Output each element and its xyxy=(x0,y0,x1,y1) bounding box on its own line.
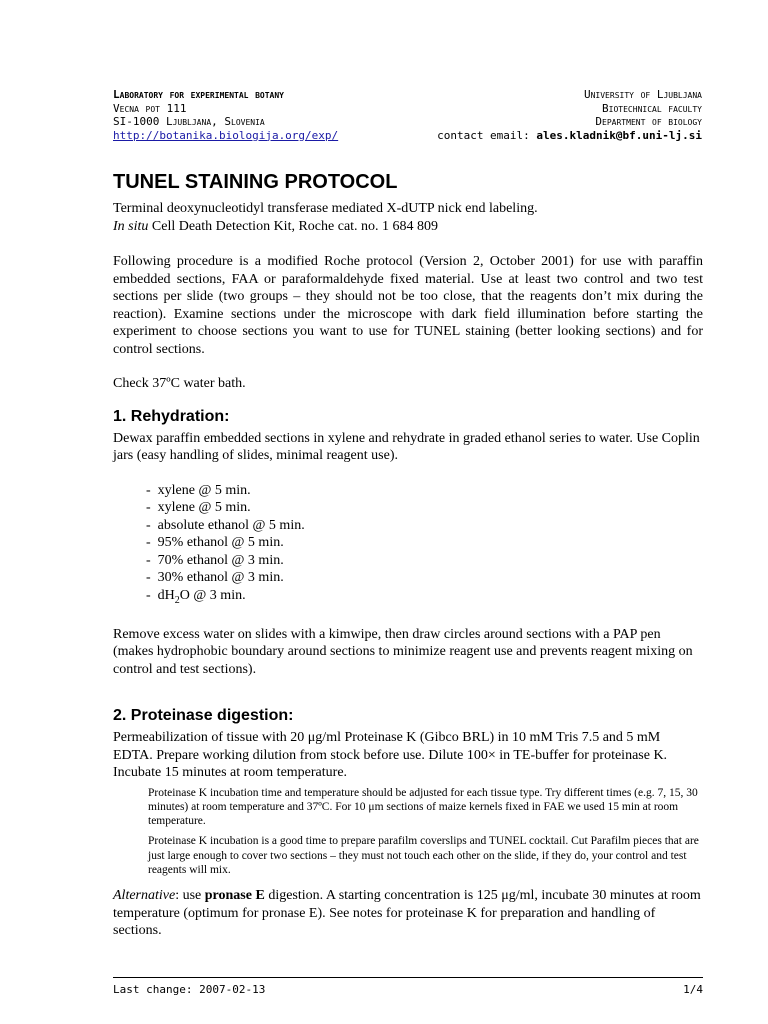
intro-paragraph: Following procedure is a modified Roche protocol (Version 2, October 2001) for use with paraffin embedded sections, FAA or paraformaldehyde fixed material. Use at least two control and two test sections per slide (two groups – they should not be too close, that the reagents don’t mix during the reaction). Examine sections under the microscope with dark field illumination before starting the experiment to choose sections you want to use for TUNEL staining (better looking sections) and for control sections. xyxy=(113,254,703,357)
lab-website-link[interactable]: http://botanika.biologija.org/exp/ xyxy=(113,128,339,142)
section-1-heading: 1. Rehydration: xyxy=(113,407,230,425)
alternative-paragraph xyxy=(113,887,703,940)
letterhead-row-1 xyxy=(113,88,702,102)
contact-label: contact email: xyxy=(437,128,537,142)
note-2: Proteinase K incubation is a good time to prepare parafilm coverslips and TUNEL cocktail. Cut Parafilm pieces that are just large enough to cover two sections – they must not touch each other on the slide, if they do, your control and test reagents will mix. xyxy=(148,835,699,876)
step-item: - xylene @ 5 min. xyxy=(146,482,703,500)
step-dh-text: dH xyxy=(157,587,175,603)
rehydration-steps xyxy=(113,482,703,609)
step-item: - xylene @ 5 min. xyxy=(146,499,703,517)
footer-divider xyxy=(113,977,703,978)
section-1-text: Dewax paraffin embedded sections in xylene and rehydrate in graded ethanol series to water. Use Coplin jars (easy handling of slides, minimal reagent use). xyxy=(113,430,700,463)
alternative-label: Alternative xyxy=(113,888,176,904)
contact-email[interactable]: ales.kladnik@bf.uni-lj.si xyxy=(536,128,702,142)
step-item: - absolute ethanol @ 5 min. xyxy=(146,517,703,535)
check-paragraph: Check 37ºC water bath. xyxy=(113,376,246,391)
letterhead-row-4 xyxy=(113,129,702,143)
university-name: University of Ljubljana xyxy=(583,88,702,101)
letterhead-row-2 xyxy=(113,102,702,116)
step-item: - 70% ethanol @ 3 min. xyxy=(146,552,703,570)
section-1-after: Remove excess water on slides with a kimwipe, then draw circles around sections with a PAP pen (makes hydrophobic boundary around sections to minimize reagent use and prevents reagent mixing on control and test sections). xyxy=(113,626,693,677)
department-name: Department of biology xyxy=(595,115,702,128)
lab-street: Vecna pot 111 xyxy=(113,101,187,115)
page-footer xyxy=(113,983,703,996)
note-1: Proteinase K incubation time and temperature should be adjusted for each tissue type. Try different times (e.g. 7, 15, 30 minutes) at room temperature and 37ºC. For 10 μm sections of maize kernels fixed in FAE we used 15 min at room temperature. xyxy=(148,786,698,828)
letterhead xyxy=(113,88,702,142)
document-title: TUNEL STAINING PROTOCOL xyxy=(113,171,398,193)
subtitle-line-1: Terminal deoxynucleotidyl transferase mediated X-dUTP nick end labeling. xyxy=(113,201,538,216)
subtitle-rest: Cell Death Detection Kit, Roche cat. no. 1 684 809 xyxy=(148,218,439,234)
lab-city: SI-1000 Ljubljana, Slovenia xyxy=(113,115,265,128)
alternative-text-a: : use xyxy=(175,888,205,904)
alternative-bold: pronase E xyxy=(204,888,265,904)
step-item: - 30% ethanol @ 3 min. xyxy=(146,569,703,587)
step-o-text: O @ 3 min. xyxy=(179,587,246,603)
section-2-text: Permeabilization of tissue with 20 μg/ml Proteinase K (Gibco BRL) in 10 mM Tris 7.5 and 5 mM EDTA. Prepare working dilution from stock before use. Dilute 100× in TE-buffer for proteinase K. Incubate 15 minutes at room temperature. xyxy=(113,730,668,781)
lab-name: Laboratory for experimental botany xyxy=(113,88,284,101)
contact-line xyxy=(437,129,702,143)
alternative-text-b: digestion. A starting concentration is 125 μg/ml, incubate 30 minutes at room temperature (optimum for pronase E). See notes for proteinase K for preparation and handling of sections. xyxy=(113,888,701,939)
subtitle-line-2 xyxy=(113,218,703,236)
step-item xyxy=(146,587,703,609)
faculty-name: Biotechnical faculty xyxy=(602,101,702,115)
page-number: 1/4 xyxy=(683,983,703,996)
document-body xyxy=(113,170,703,940)
section-2-heading: 2. Proteinase digestion: xyxy=(113,707,294,725)
subtitle-italic: In situ xyxy=(113,218,149,234)
step-item: - 95% ethanol @ 5 min. xyxy=(146,534,703,552)
letterhead-row-3 xyxy=(113,115,702,129)
last-change: Last change: 2007-02-13 xyxy=(113,983,266,996)
step-subscript: 2 xyxy=(174,594,180,606)
